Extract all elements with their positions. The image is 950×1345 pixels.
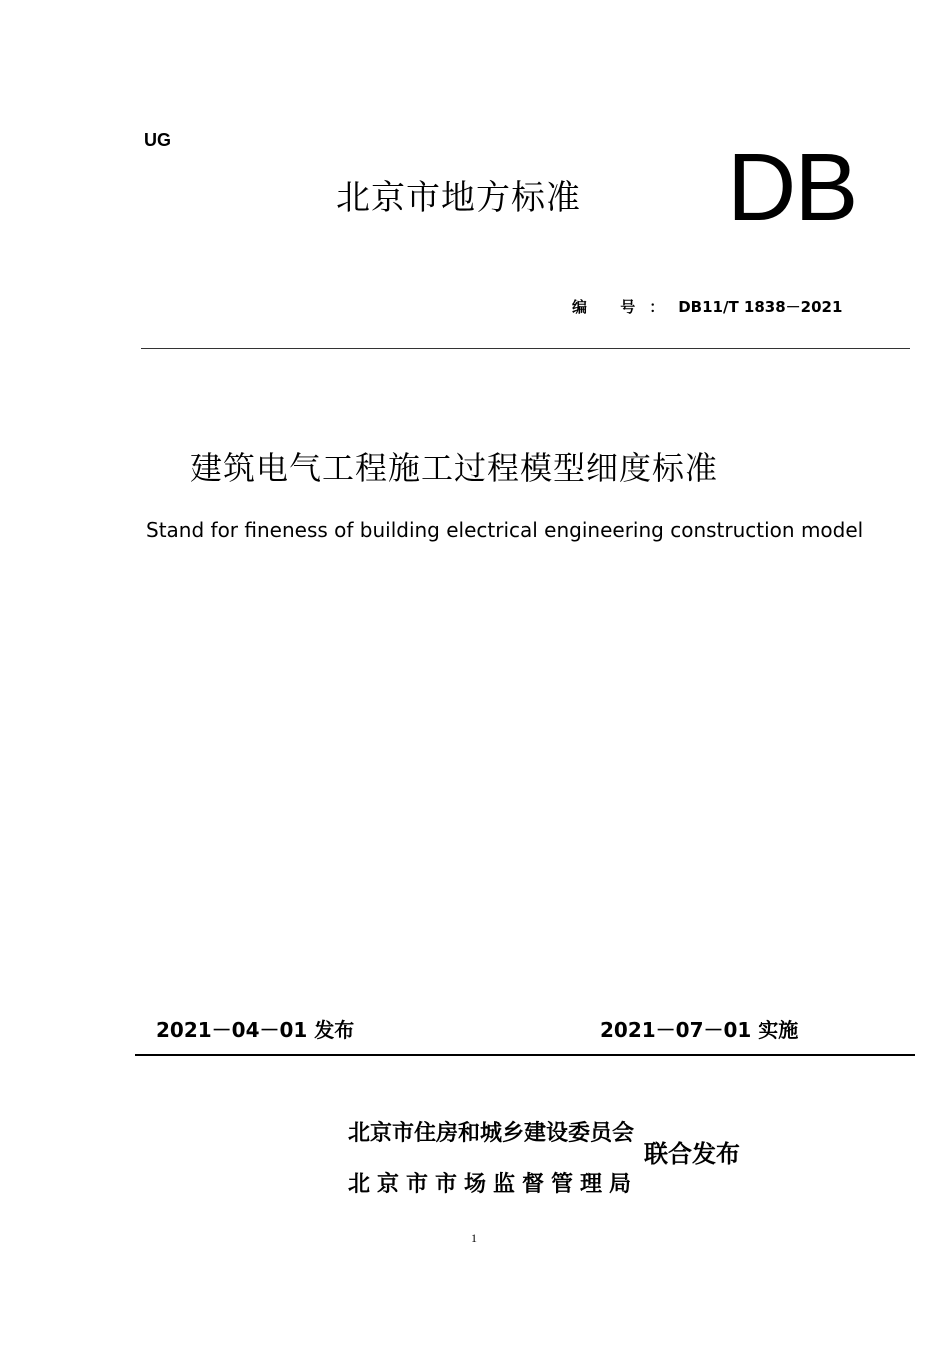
document-title-en: Stand for fineness of building electrical engineering construction model	[146, 518, 864, 542]
standard-category-title: 北京市地方标准	[336, 178, 581, 218]
page-number: 1	[471, 1231, 477, 1245]
issuer-market-regulation: 北京市市场监督管理局	[348, 1172, 639, 1197]
db-mark: DB	[727, 134, 857, 241]
top-divider	[141, 348, 910, 349]
issuer-housing-commission: 北京市住房和城乡建设委员会	[348, 1121, 635, 1146]
issue-date: 2021－04－01 发布	[156, 1018, 355, 1042]
standard-number	[572, 296, 842, 317]
ics-code: UG	[144, 130, 171, 150]
effective-date: 2021－07－01 实施	[600, 1018, 799, 1042]
bottom-divider	[135, 1054, 915, 1056]
standard-number-label: 编 号：	[572, 298, 679, 316]
document-title-cn: 建筑电气工程施工过程模型细度标准	[190, 449, 719, 487]
joint-release-label: 联合发布	[644, 1140, 740, 1168]
standard-number-value: DB11/T 1838－2021	[678, 298, 843, 316]
